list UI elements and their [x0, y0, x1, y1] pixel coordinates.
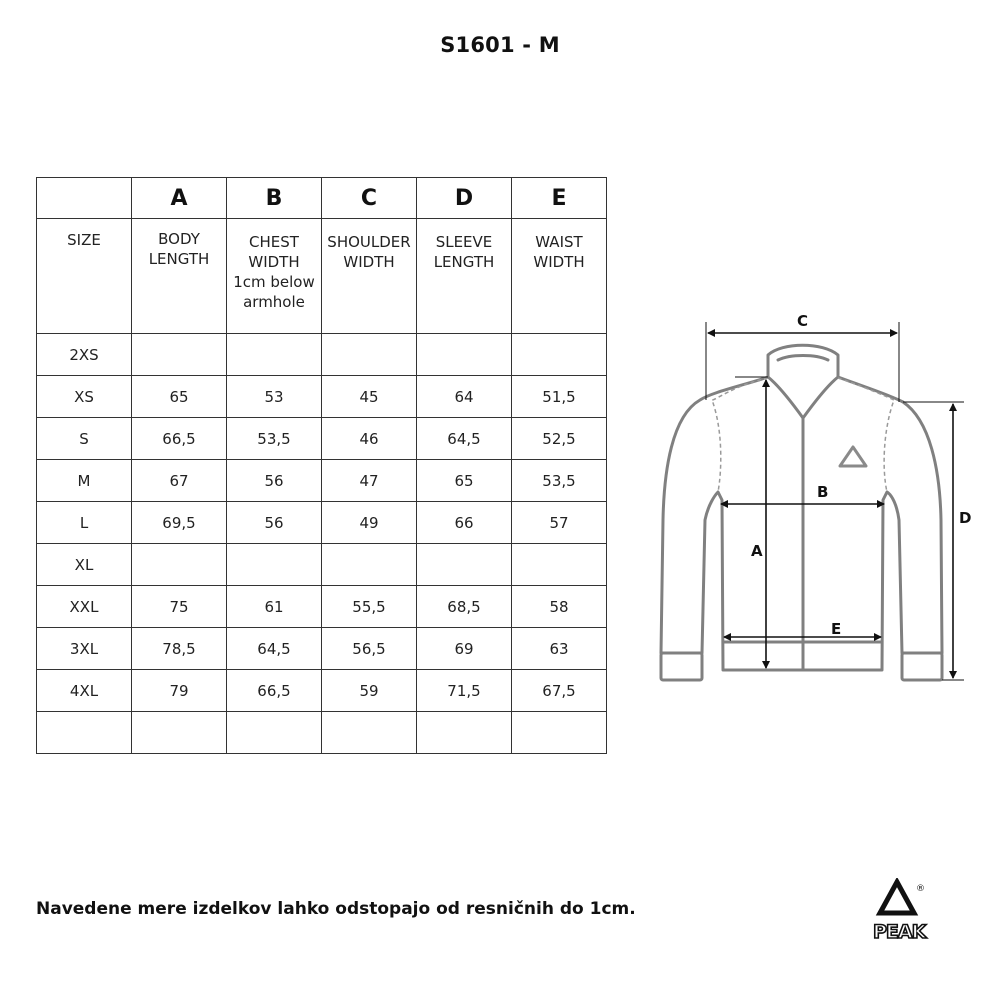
value-cell: 47 — [322, 460, 417, 502]
size-cell — [37, 712, 132, 754]
table-row — [37, 586, 607, 628]
value-cell: 63 — [512, 628, 607, 670]
value-cell: 66,5 — [227, 670, 322, 712]
desc-cell-size: SIZE — [37, 219, 132, 334]
value-cell: 78,5 — [132, 628, 227, 670]
size-cell: 3XL — [37, 628, 132, 670]
value-cell: 45 — [322, 376, 417, 418]
measurement-letter-row — [37, 178, 607, 219]
value-cell: 69 — [417, 628, 512, 670]
table-row — [37, 376, 607, 418]
page-title: S1601 - M — [440, 33, 560, 57]
peak-logo — [868, 878, 942, 944]
value-cell: 46 — [322, 418, 417, 460]
size-cell: 2XS — [37, 334, 132, 376]
size-cell: XS — [37, 376, 132, 418]
table-row — [37, 418, 607, 460]
table-row — [37, 460, 607, 502]
value-cell — [132, 544, 227, 586]
value-cell: 79 — [132, 670, 227, 712]
value-cell — [417, 544, 512, 586]
size-cell: S — [37, 418, 132, 460]
value-cell: 61 — [227, 586, 322, 628]
size-cell: XL — [37, 544, 132, 586]
letter-cell-a: A — [132, 178, 227, 219]
size-chart-table — [36, 177, 607, 754]
label-c: C — [797, 312, 809, 330]
letter-cell-b: B — [227, 178, 322, 219]
value-cell: 64,5 — [227, 628, 322, 670]
value-cell: 75 — [132, 586, 227, 628]
value-cell — [417, 334, 512, 376]
jacket-measurement-diagram — [640, 300, 980, 700]
value-cell: 53,5 — [512, 460, 607, 502]
desc-cell-waist-width: WAIST WIDTH — [512, 219, 607, 334]
table-row — [37, 670, 607, 712]
value-cell — [417, 712, 512, 754]
right-cuff — [902, 653, 942, 680]
value-cell — [322, 334, 417, 376]
value-cell: 52,5 — [512, 418, 607, 460]
letter-cell-e: E — [512, 178, 607, 219]
value-cell: 51,5 — [512, 376, 607, 418]
value-cell: 56,5 — [322, 628, 417, 670]
value-cell — [227, 544, 322, 586]
table-row — [37, 334, 607, 376]
value-cell: 64 — [417, 376, 512, 418]
size-cell: XXL — [37, 586, 132, 628]
size-cell: 4XL — [37, 670, 132, 712]
value-cell — [227, 712, 322, 754]
letter-cell-d: D — [417, 178, 512, 219]
desc-cell-shoulder-width: SHOULDER WIDTH — [322, 219, 417, 334]
value-cell: 53,5 — [227, 418, 322, 460]
value-cell — [512, 334, 607, 376]
letter-cell-c: C — [322, 178, 417, 219]
value-cell — [132, 334, 227, 376]
value-cell: 58 — [512, 586, 607, 628]
footer-note: Navedene mere izdelkov lahko odstopajo od resničnih do 1cm. — [36, 899, 636, 919]
letter-cell-blank — [37, 178, 132, 219]
table-row — [37, 628, 607, 670]
value-cell: 59 — [322, 670, 417, 712]
value-cell — [322, 544, 417, 586]
table-row — [37, 544, 607, 586]
value-cell: 67 — [132, 460, 227, 502]
table-row — [37, 712, 607, 754]
label-a: A — [751, 542, 763, 560]
desc-cell-sleeve-length: SLEEVE LENGTH — [417, 219, 512, 334]
value-cell: 53 — [227, 376, 322, 418]
registered-mark: ® — [916, 884, 925, 894]
value-cell: 66,5 — [132, 418, 227, 460]
value-cell: 55,5 — [322, 586, 417, 628]
value-cell: 65 — [417, 460, 512, 502]
value-cell: 69,5 — [132, 502, 227, 544]
value-cell: 71,5 — [417, 670, 512, 712]
label-b: B — [817, 483, 829, 501]
value-cell — [132, 712, 227, 754]
logo-wordmark: PEAK — [873, 921, 926, 943]
value-cell: 67,5 — [512, 670, 607, 712]
jacket-outline — [661, 345, 942, 680]
left-cuff — [661, 653, 702, 680]
desc-cell-chest-width: CHEST WIDTH 1cm below armhole — [227, 219, 322, 334]
value-cell: 64,5 — [417, 418, 512, 460]
measurement-description-row — [37, 219, 607, 334]
label-e: E — [831, 620, 842, 638]
value-cell — [227, 334, 322, 376]
value-cell — [512, 544, 607, 586]
label-d: D — [959, 509, 972, 527]
size-cell: M — [37, 460, 132, 502]
value-cell — [322, 712, 417, 754]
value-cell: 56 — [227, 502, 322, 544]
table-row — [37, 502, 607, 544]
peak-triangle-icon — [880, 882, 914, 913]
value-cell: 66 — [417, 502, 512, 544]
value-cell: 49 — [322, 502, 417, 544]
value-cell: 57 — [512, 502, 607, 544]
size-cell: L — [37, 502, 132, 544]
value-cell: 65 — [132, 376, 227, 418]
desc-cell-body-length: BODY LENGTH — [132, 219, 227, 334]
value-cell — [512, 712, 607, 754]
value-cell: 56 — [227, 460, 322, 502]
value-cell: 68,5 — [417, 586, 512, 628]
